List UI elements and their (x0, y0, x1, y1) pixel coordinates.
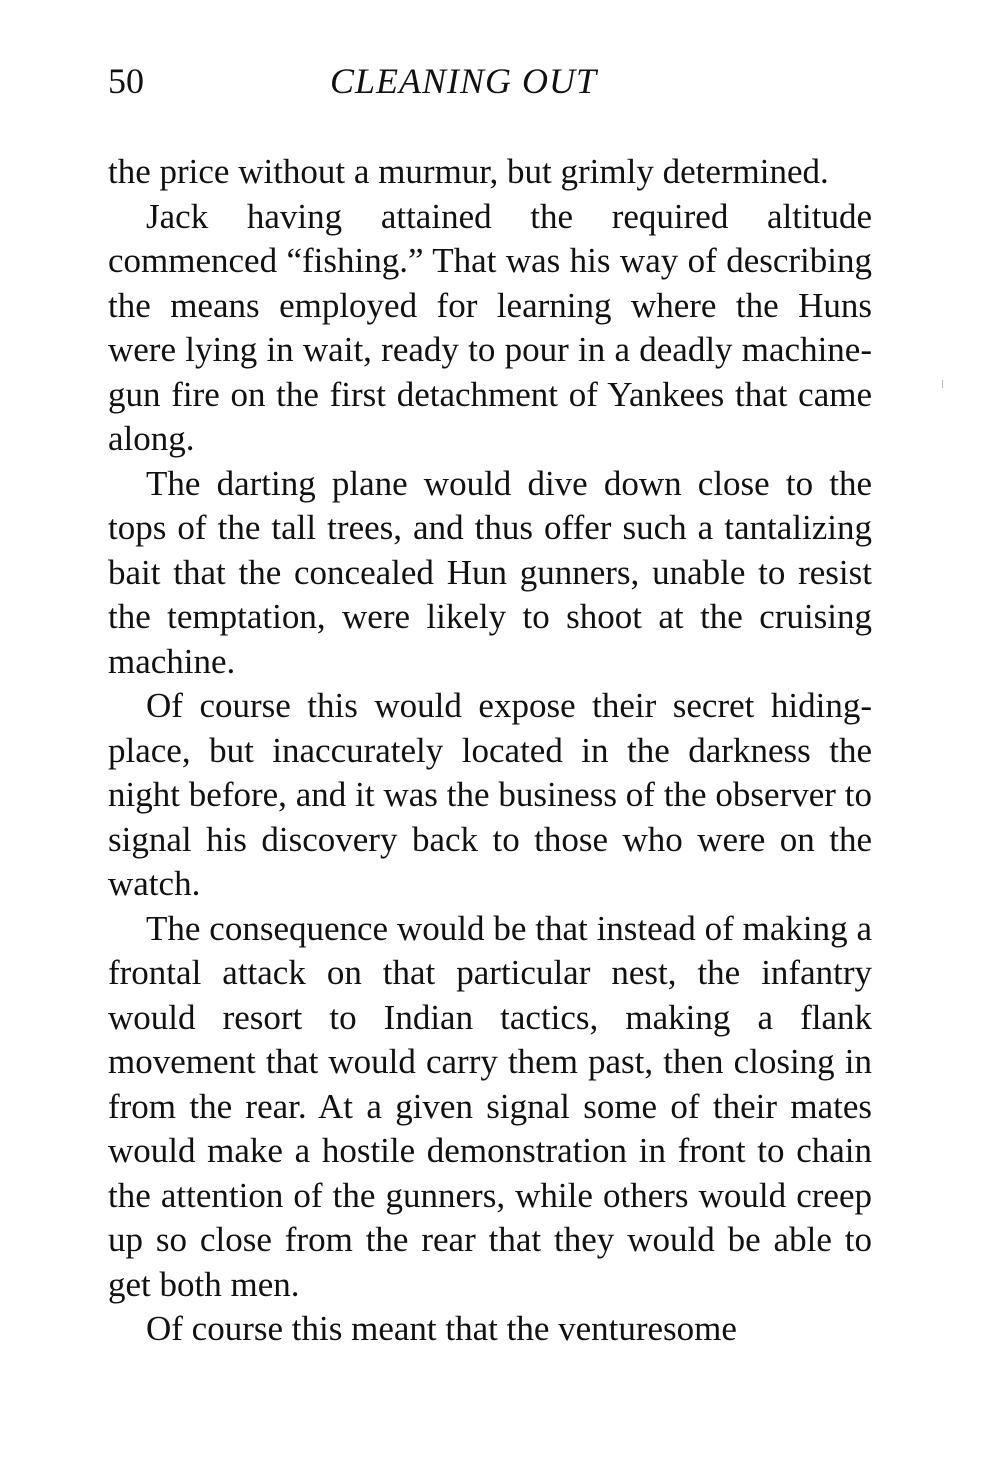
running-head (108, 56, 872, 106)
paragraph-continuation: the price without a murmur, but grimly determined. (108, 152, 829, 191)
paragraph-hiding-place: Of course this would expose their secret hiding-place, but inaccurately located in the darkness the night before, and it was the business of the observer to signal his discovery back to those who were on the watch. (108, 686, 872, 903)
running-title: CLEANING OUT (330, 61, 598, 101)
body-text (108, 150, 872, 1352)
paragraph-venturesome: Of course this meant that the venturesome (146, 1309, 737, 1348)
paragraph-jack-fishing: Jack having attained the required altitude commenced “fishing.” That was his way of describing the means employed for learning where the Huns were lying in wait, ready to pour in a deadly machine-gun fire on the first detachment of Yankees that came along. (108, 196, 872, 458)
paragraph-darting-plane: The darting plane would dive down close to the tops of the tall trees, and thus offer such a tantalizing bait that the concealed Hun gunners, unable to resist the temptation, were likely to shoot at the cruising machine. (108, 463, 872, 681)
scan-speck (942, 380, 943, 388)
paragraph-consequence: The consequence would be that instead of making a frontal attack on that particular nest, the infantry would resort to Indian tactics, making a flank movement that would carry them past, then closing in from the rear. At a given signal some of their mates would make a hostile demonstration in front to chain the attention of the gunners, while others would creep up so close from the rear that they would be able to get both men. (108, 908, 872, 1304)
page-number: 50 (108, 61, 144, 101)
